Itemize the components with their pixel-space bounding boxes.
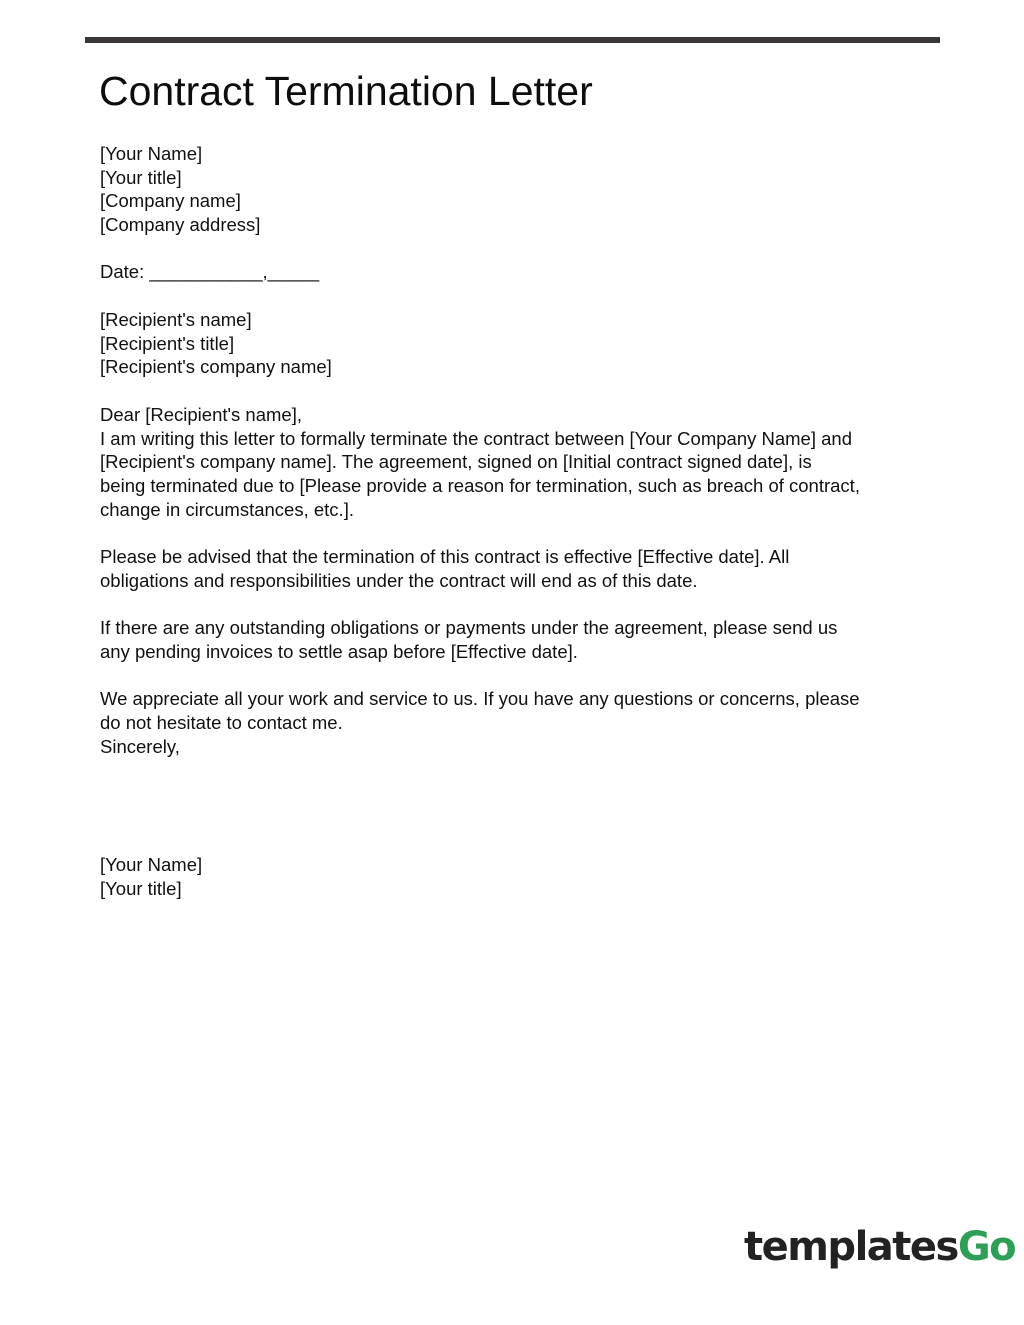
paragraph-line: obligations and responsibilities under the contract will end as of this date. (100, 569, 698, 591)
paragraph-line: change in circumstances, etc.]. (100, 498, 354, 520)
sender-company: [Company name] (100, 190, 241, 212)
date-line: Date: ___________,_____ (100, 261, 320, 282)
logo-text-main: templates (744, 1224, 958, 1270)
paragraph-line: Please be advised that the termination of this contract is effective [Effective date]. All (100, 546, 790, 568)
paragraph-line: I am writing this letter to formally terminate the contract between [Your Company Name] and (100, 427, 852, 449)
salutation-paragraph (100, 403, 940, 427)
letter-body (100, 403, 940, 759)
paragraph-line: If there are any outstanding obligations or payments under the agreement, please send us (100, 617, 838, 639)
signature-title: [Your title] (100, 877, 182, 899)
paragraph-line: being terminated due to [Please provide a reason for termination, such as breach of contract, (100, 475, 860, 497)
logo-text-accent: Go (957, 1224, 1016, 1270)
paragraph-line: any pending invoices to settle asap before [Effective date]. (100, 641, 578, 662)
paragraph-termination (100, 427, 940, 522)
signature-name: [Your Name] (100, 854, 203, 875)
recipient-block (100, 308, 940, 379)
signature-block (100, 853, 940, 900)
paragraph-effective-date (100, 545, 940, 592)
sender-name: [Your Name] (100, 143, 203, 164)
paragraph-appreciation (100, 687, 940, 758)
sender-title: [Your title] (100, 166, 182, 188)
sender-block (100, 142, 940, 237)
recipient-title: [Recipient's title] (100, 332, 235, 354)
paragraph-line: We appreciate all your work and service to us. If you have any questions or concerns, please (100, 688, 860, 710)
sender-address: [Company address] (100, 214, 261, 236)
document-title: Contract Termination Letter (99, 68, 593, 114)
recipient-company: [Recipient's company name] (100, 356, 332, 378)
paragraph-line: do not hesitate to contact me. (100, 712, 343, 734)
date-block (100, 260, 940, 284)
top-rule (85, 37, 940, 43)
templatesgo-logo (744, 1218, 1016, 1276)
paragraph-line: [Recipient's company name]. The agreement, signed on [Initial contract signed date], is (100, 451, 812, 473)
closing: Sincerely, (100, 735, 180, 757)
paragraph-obligations (100, 616, 940, 663)
salutation: Dear [Recipient's name], (100, 404, 302, 425)
recipient-name: [Recipient's name] (100, 309, 252, 330)
